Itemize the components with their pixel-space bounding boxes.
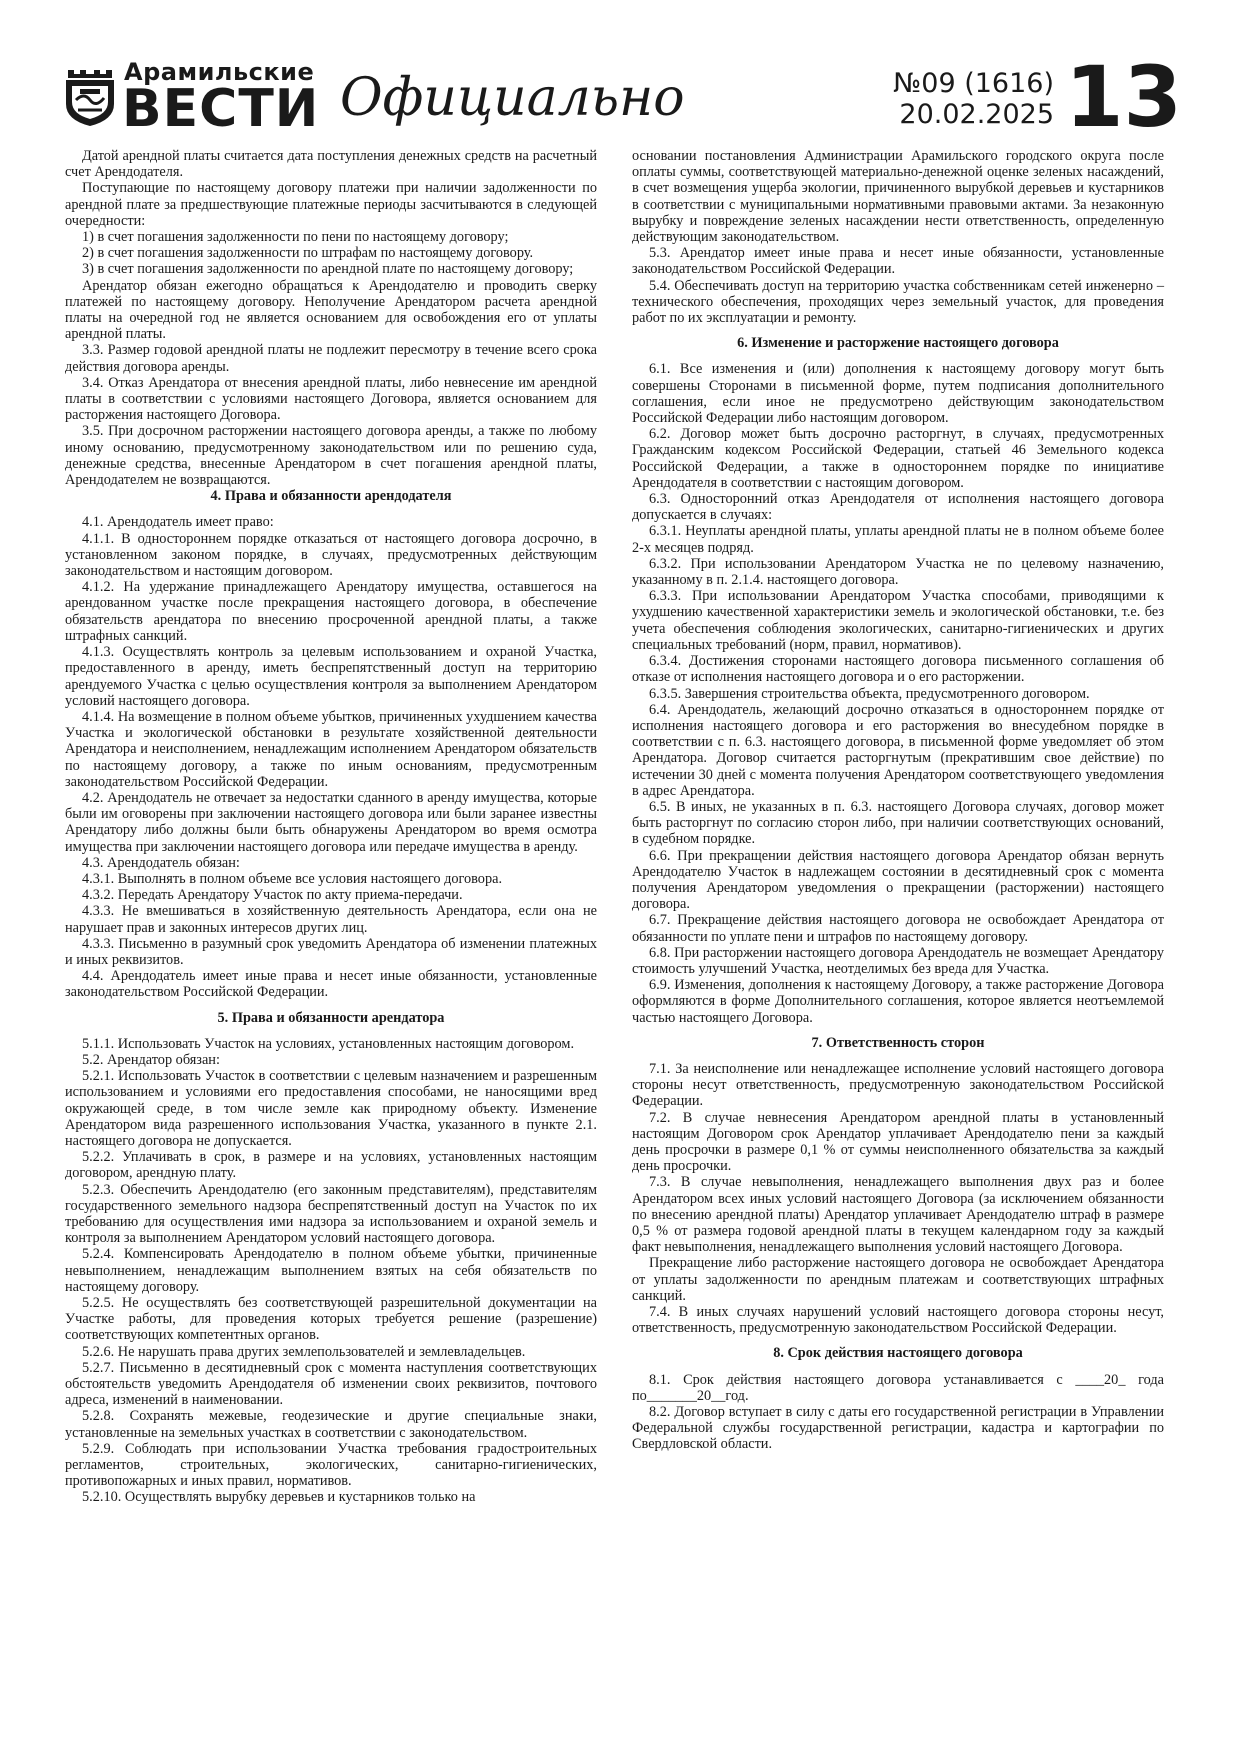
issue-date: 20.02.2025 — [899, 99, 1054, 130]
section-title: Официально — [340, 68, 685, 128]
paragraph: 6.5. В иных, не указанных в п. 6.3. настоящего Договора случаях, договор может быть расторгнут по согласию сторон либо, при наличии соответствующих оснований, в судебном порядке. — [632, 798, 1164, 848]
paragraph: 5.2.4. Компенсировать Арендодателю в полном объеме убытки, причиненные невыполнением, ненадлежащим выполнением взятых на себя обязательств по настоящему договору. — [65, 1246, 597, 1295]
paragraph: 5.4. Обеспечивать доступ на территорию участка собственникам сетей инженерно – технического обеспечения, проходящих через земельный участок, для проведения работ по их эксплуатации и ремонту. — [632, 277, 1164, 327]
paragraph: 2) в счет погашения задолженности по штрафам по настоящему договору. — [82, 245, 534, 262]
paragraph: 6.3.2. При использовании Арендатором Участка не по целевому назначению, указанному в п. 2.1.4. настоящего договора. — [632, 555, 1164, 589]
paragraph: 4.1. Арендодатель имеет право: — [82, 514, 274, 531]
paragraph: 4.3.3. Не вмешиваться в хозяйственную деятельность Арендатора, если она не нарушает прав и законных интересов других лиц. — [65, 903, 597, 936]
town-crest-icon — [62, 60, 118, 128]
paragraph: 4.3. Арендодатель обязан: — [82, 854, 240, 871]
paragraph: 4.3.1. Выполнять в полном объеме все условия настоящего договора. — [82, 870, 503, 887]
paragraph: 4.3.3. Письменно в разумный срок уведомить Арендатора об изменении платежных и иных реквизитов. — [65, 935, 597, 968]
paragraph: 5.2.3. Обеспечить Арендодателю (его законным представителям), представителям государственного земельного надзора беспрепятственный доступ на Участок по их требованию для осуществления ими надзора за использованием и охраной земель и контроля за выполнением Арендатором условий настоящего договора. — [65, 1181, 597, 1247]
paragraph: 5.2. Арендатор обязан: — [82, 1051, 220, 1068]
paragraph: 4.4. Арендодатель имеет иные права и несет иные обязанности, установленные законодательством Российской Федерации. — [65, 968, 597, 1001]
paragraph: основании постановления Администрации Арамильского городского округа после оплаты суммы, соответствующей материально-денежной оценке зеленых насаждений, в счет возмещения ущерба экологии, причиненного вырубкой деревьев и кустарников в соответствии с муниципальными нормативными правовыми актами. За незаконную вырубку и повреждение зеленых насаждении нести ответственность, определенную действующим законодательством. — [632, 148, 1164, 246]
newspaper-logo — [62, 58, 320, 139]
paragraph: 6.9. Изменения, дополнения к настоящему Договору, а также расторжение Договора оформляются в форме Дополнительного соглашения, которое является неотъемлемой частью настоящего Договора. — [632, 977, 1164, 1026]
paragraph: 5.1.1. Использовать Участок на условиях, установленных настоящим договором. — [82, 1035, 575, 1052]
left-column — [65, 148, 597, 1506]
paragraph: 4.1.4. На возмещение в полном объеме убытков, причиненных ухудшением качества Участка и экологической обстановки в результате хозяйственной деятельности Арендатора и неисполнением, ненадлежащим исполнением Арендатором обязательств по настоящему договору, а также по иным основаниям, предусмотренным законодательством Российской Федерации. — [65, 708, 597, 790]
paragraph: 3.3. Размер годовой арендной платы не подлежит пересмотру в течение всего срока действия договора аренды. — [65, 342, 597, 375]
paragraph: 6.3.5. Завершения строительства объекта, предусмотренного договором. — [649, 685, 1090, 702]
paragraph: 4.1.2. На удержание принадлежащего Арендатору имущества, оставшегося на арендованном участке после прекращения настоящего договора, в обеспечение обязательств арендатора по внесению просроченной арендной платы, а также штрафных санкций. — [65, 579, 597, 644]
paragraph: 5.2.7. Письменно в десятидневный срок с момента наступления соответствующих обстоятельств уведомить Арендодателя об изменении своих реквизитов, почтового адреса, изменений в наименовании. — [65, 1359, 597, 1409]
paragraph: 3.5. При досрочном расторжении настоящего договора аренды, а также по любому иному основанию, предусмотренному законодательством или по решению суда, денежные средства, внесенные Арендатором в счет погашения арендной платы, Арендодателем не возвращаются. — [65, 423, 597, 489]
paragraph: 7.4. В иных случаях нарушений условий настоящего договора стороны несут, ответственность, предусмотренную законодательством Российской Федерации. — [632, 1304, 1164, 1337]
paragraph: 6.3.3. При использовании Арендатором Участка способами, приводящими к ухудшению качественной характеристики земель и экологической обстановки, т.е. без учета обеспечения соблюдения экологических, санитарно-гигиенических и других специальных требований (норм, правил, нормативов). — [632, 588, 1164, 653]
paragraph: 8.1. Срок действия настоящего договора устанавливается с ____20_ года по_______20__год. — [632, 1371, 1164, 1404]
section-heading: 8. Срок действия настоящего договора — [773, 1345, 1023, 1362]
paragraph: Датой арендной платы считается дата поступления денежных средств на расчетный счет Арендодателя. — [65, 148, 597, 181]
paragraph: 5.2.5. Не осуществлять без соответствующей разрешительной документации на Участке работы, для проведения которых требуется решение (разрешение) соответствующих компетентных органов. — [65, 1295, 597, 1344]
paragraph: Прекращение либо расторжение настоящего договора не освобождает Арендатора от уплаты задолженности по арендным платежам и соответствующих штрафных санкций. — [632, 1255, 1164, 1304]
paragraph: 5.2.1. Использовать Участок в соответствии с целевым назначением и разрешенным использованием и условиями его предоставления способами, не наносящими вред окружающей среде, в том числе земле как природному объекту. Изменение Арендатором вида разрешенного использования Участка, указанного в пункте 2.1. настоящего договора не допускается. — [65, 1068, 597, 1149]
page-number: 13 — [1065, 48, 1182, 146]
paragraph: 6.2. Договор может быть досрочно расторгнут, в случаях, предусмотренных Гражданским кодексом Российской Федерации, статьей 46 Земельного кодекса Российской Федерации, а также в одностороннем порядке по инициативе Арендодателя в соответствии с настоящим договором. — [632, 426, 1164, 491]
paragraph: 5.3. Арендатор имеет иные права и несет иные обязанности, установленные законодательством Российской Федерации. — [632, 245, 1164, 278]
section-heading: 6. Изменение и расторжение настоящего договора — [737, 335, 1059, 352]
paragraph: 5.2.6. Не нарушать права других землепользователей и землевладельцев. — [82, 1343, 526, 1360]
paragraph: 3) в счет погашения задолженности по арендной плате по настоящему договору; — [82, 261, 574, 278]
paragraph: 6.3.4. Достижения сторонами настоящего договора письменного соглашения об отказе от исполнения настоящего договора и о его расторжении. — [632, 653, 1164, 686]
section-heading: 4. Права и обязанности арендодателя — [210, 488, 452, 505]
logo-paper-name: ВЕСТИ — [122, 79, 320, 139]
paragraph: Поступающие по настоящему договору платежи при наличии задолженности по арендной плате за предшествующие платежные периоды засчитываются в следующей очередности: — [65, 180, 597, 229]
paragraph: 6.6. При прекращении действия настоящего договора Арендатор обязан вернуть Арендодателю Участок в надлежащем состоянии в десятидневный срок с момента получения Арендатором уведомления о прекращении (расторжении) настоящего договора. — [632, 847, 1164, 913]
page-header — [62, 48, 1182, 148]
paragraph: 7.2. В случае невнесения Арендатором арендной платы в установленный настоящим Договором срок Арендатор уплачивает Арендодателю пени за каждый день просрочки в размере 0,1 % от суммы неисполненного обязательства за каждый день просрочки. — [632, 1109, 1164, 1175]
paragraph: 5.2.8. Сохранять межевые, геодезические и другие специальные знаки, установленные на земельных участках в соответствии с законодательством. — [65, 1408, 597, 1441]
issue-number: №09 (1616) — [893, 68, 1054, 99]
paragraph: 5.2.2. Уплачивать в срок, в размере и на условиях, установленных настоящим договором, арендную плату. — [65, 1149, 597, 1182]
paragraph: 6.3. Односторонний отказ Арендодателя от исполнения настоящего договора допускается в случаях: — [632, 491, 1164, 524]
paragraph: 5.2.9. Соблюдать при использовании Участка требования градостроительных регламентов, строительных, экологических, санитарно-гигиенических, противопожарных и иных правил, нормативов. — [65, 1440, 597, 1490]
paragraph: 6.1. Все изменения и (или) дополнения к настоящему договору могут быть совершены Сторонами в письменной форме, путем подписания дополнительного соглашения, если иное не предусмотрено действующим законодательством Российской Федерации либо настоящим договором. — [632, 361, 1164, 427]
paragraph: 6.4. Арендодатель, желающий досрочно отказаться в одностороннем порядке от исполнения настоящего договора и его расторжения во внесудебном порядке в соответствии с п. 6.3. настоящего договора, в письменной форме уведомляет об этом Арендатора. Договор считается расторгнутым (прекратившим свое действие) по истечении 30 дней с момента получения Арендатором соответствующего уведомления в адрес Арендатора. — [632, 701, 1164, 799]
section-heading: 7. Ответственность сторон — [811, 1034, 985, 1051]
issue-info — [882, 68, 1054, 130]
paragraph: 6.3.1. Неуплаты арендной платы, уплаты арендной платы не в полном объеме более 2-х месяцев подряд. — [632, 523, 1164, 556]
paragraph: 7.1. За неисполнение или ненадлежащее исполнение условий настоящего договора стороны несут ответственность, предусмотренную законодательством Российской Федерации. — [632, 1060, 1164, 1110]
paragraph: 7.3. В случае невыполнения, ненадлежащего выполнения двух раз и более Арендатором всех иных условий настоящего Договора (за исключением обязанности по внесению арендной платы) Арендатор уплачивает Арендодателю штраф в размере 0,5 % от размера годовой арендной платы в текущем календарном году за каждый факт невыполнения, ненадлежащего выполнения условий настоящего Договора. — [632, 1174, 1164, 1256]
paragraph: 1) в счет погашения задолженности по пени по настоящему договору; — [82, 229, 509, 246]
paragraph: 3.4. Отказ Арендатора от внесения арендной платы, либо невнесение им арендной платы в соответствии с условиями настоящего Договора, является основанием для расторжения настоящего Договора. — [65, 374, 597, 424]
paragraph: 4.2. Арендодатель не отвечает за недостатки сданного в аренду имущества, которые были им оговорены при заключении настоящего договора или были заранее известны Арендатору либо должны были быть обнаружены Арендатором во время осмотра имущества при заключении настоящего договора или передаче имущества в аренду. — [65, 789, 597, 855]
section-heading: 5. Права и обязанности арендатора — [217, 1009, 445, 1026]
paragraph: 4.1.3. Осуществлять контроль за целевым использованием и охраной Участка, предоставленного в аренду, иметь беспрепятственный доступ на территорию арендуемого Участка с целью осуществления контроля за выполнением Арендатором условий настоящего договора. — [65, 644, 597, 709]
paragraph: 6.8. При расторжении настоящего договора Арендодатель не возмещает Арендатору стоимость улучшений Участка, неотделимых без вреда для Участка. — [632, 944, 1164, 977]
paragraph: Арендатор обязан ежегодно обращаться к Арендодателю и проводить сверку платежей по настоящему договору. Неполучение Арендатором расчета арендной платы на очередной год не является основанием для освобождения его от уплаты арендной платы. — [65, 277, 597, 343]
paragraph: 8.2. Договор вступает в силу с даты его государственной регистрации в Управлении Федеральной службы государственной регистрации, кадастра и картографии по Свердловской области. — [632, 1404, 1164, 1453]
paragraph: 6.7. Прекращение действия настоящего договора не освобождает Арендатора от обязанности по уплате пени и штрафов по настоящему договору. — [632, 912, 1164, 945]
logo-town-name: Арамильские — [124, 58, 315, 86]
paragraph: 5.2.10. Осуществлять вырубку деревьев и кустарников только на — [82, 1489, 476, 1506]
paragraph: 4.3.2. Передать Арендатору Участок по акту приема-передачи. — [82, 887, 463, 904]
paragraph: 4.1.1. В одностороннем порядке отказаться от настоящего договора досрочно, в установленном законом порядке, в случаях, предусмотренных действующим законодательством и настоящим договором. — [65, 530, 597, 580]
right-column — [632, 148, 1164, 1453]
